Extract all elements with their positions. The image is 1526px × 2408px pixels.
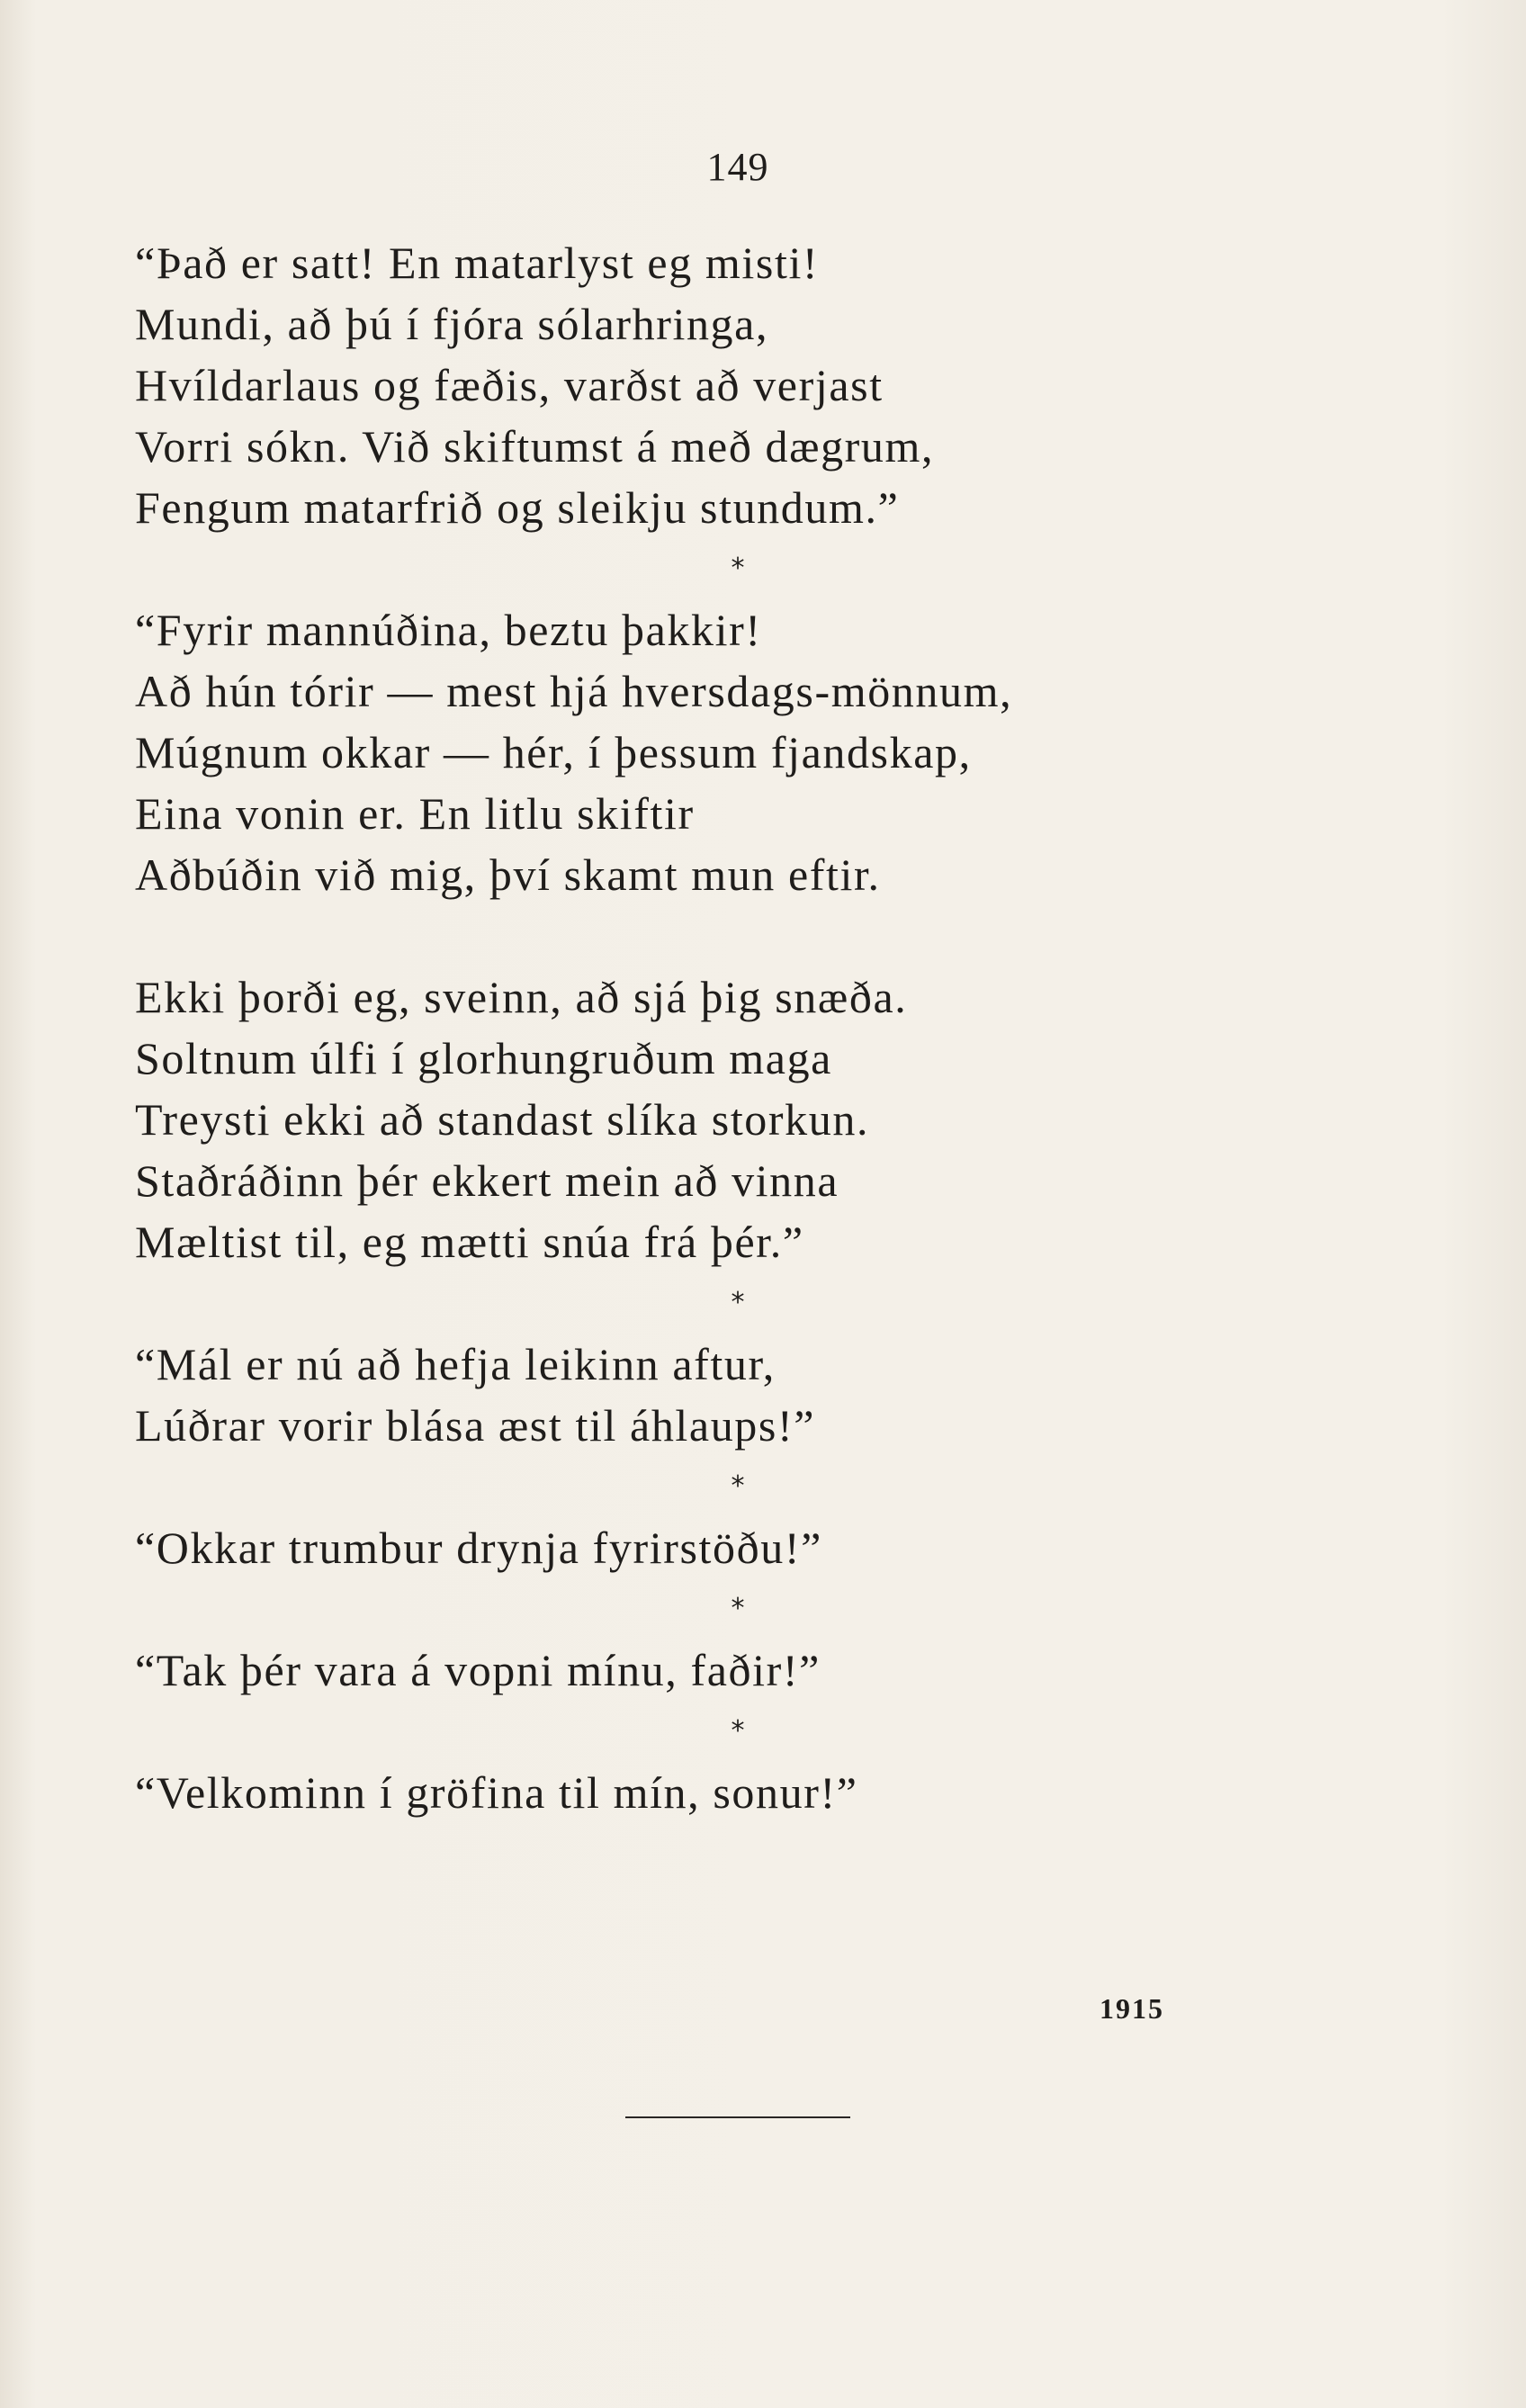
- verse-line: “Fyrir mannúðina, beztu þakkir!: [135, 605, 762, 655]
- stanza: [135, 599, 1377, 905]
- asterisk-separator: *: [731, 1593, 745, 1624]
- verse-line: Ekki þorði eg, sveinn, að sjá þig snæða.: [135, 972, 908, 1022]
- stanza-gap: [135, 905, 1377, 966]
- verse-line: “Tak þér vara á vopni mínu, faðir!”: [135, 1645, 821, 1695]
- page-number: 149: [706, 145, 769, 189]
- verse-line: Soltnum úlfi í glorhungruðum maga: [135, 1033, 832, 1083]
- asterisk-separator: *: [731, 553, 745, 584]
- end-rule: [625, 2116, 850, 2118]
- verse-line: “Mál er nú að hefja leikinn aftur,: [135, 1339, 776, 1389]
- poem-body: [135, 232, 1377, 1823]
- stanza: [135, 1640, 1377, 1701]
- verse-line: Múgnum okkar — hér, í þessum fjandskap,: [135, 727, 972, 777]
- asterisk-separator: *: [731, 1715, 745, 1747]
- verse-line: Að hún tórir — mest hjá hversdags-mönnum,: [135, 666, 1013, 716]
- asterisk-separator: *: [731, 1287, 745, 1318]
- verse-line: Mundi, að þú í fjóra sólarhringa,: [135, 299, 769, 349]
- verse-line: “Okkar trumbur drynja fyrirstöðu!”: [135, 1523, 822, 1573]
- verse-line: “Velkominn í gröfina til mín, sonur!”: [135, 1767, 858, 1818]
- verse-line: Lúðrar vorir blása æst til áhlaups!”: [135, 1400, 816, 1451]
- poem-year: 1915: [1100, 1992, 1164, 2025]
- asterisk-separator: *: [731, 1470, 745, 1502]
- verse-line: “Það er satt! En matarlyst eg misti!: [135, 238, 820, 288]
- stanza: [135, 232, 1377, 538]
- verse-line: Eina vonin er. En litlu skiftir: [135, 788, 695, 839]
- verse-line: Vorri sókn. Við skiftumst á með dægrum,: [135, 421, 935, 472]
- stanza: [135, 1334, 1377, 1456]
- verse-line: Staðráðinn þér ekkert mein að vinna: [135, 1155, 839, 1206]
- stanza: [135, 1517, 1377, 1578]
- verse-line: Aðbúðin við mig, því skamt mun eftir.: [135, 849, 881, 900]
- verse-line: Treysti ekki að standast slíka storkun.: [135, 1094, 870, 1145]
- verse-line: Fengum matarfrið og sleikju stundum.”: [135, 482, 900, 533]
- verse-line: Hvíldarlaus og fæðis, varðst að verjast: [135, 360, 884, 410]
- stanza: [135, 1762, 1377, 1823]
- verse-line: Mæltist til, eg mætti snúa frá þér.”: [135, 1217, 804, 1267]
- stanza: [135, 966, 1377, 1272]
